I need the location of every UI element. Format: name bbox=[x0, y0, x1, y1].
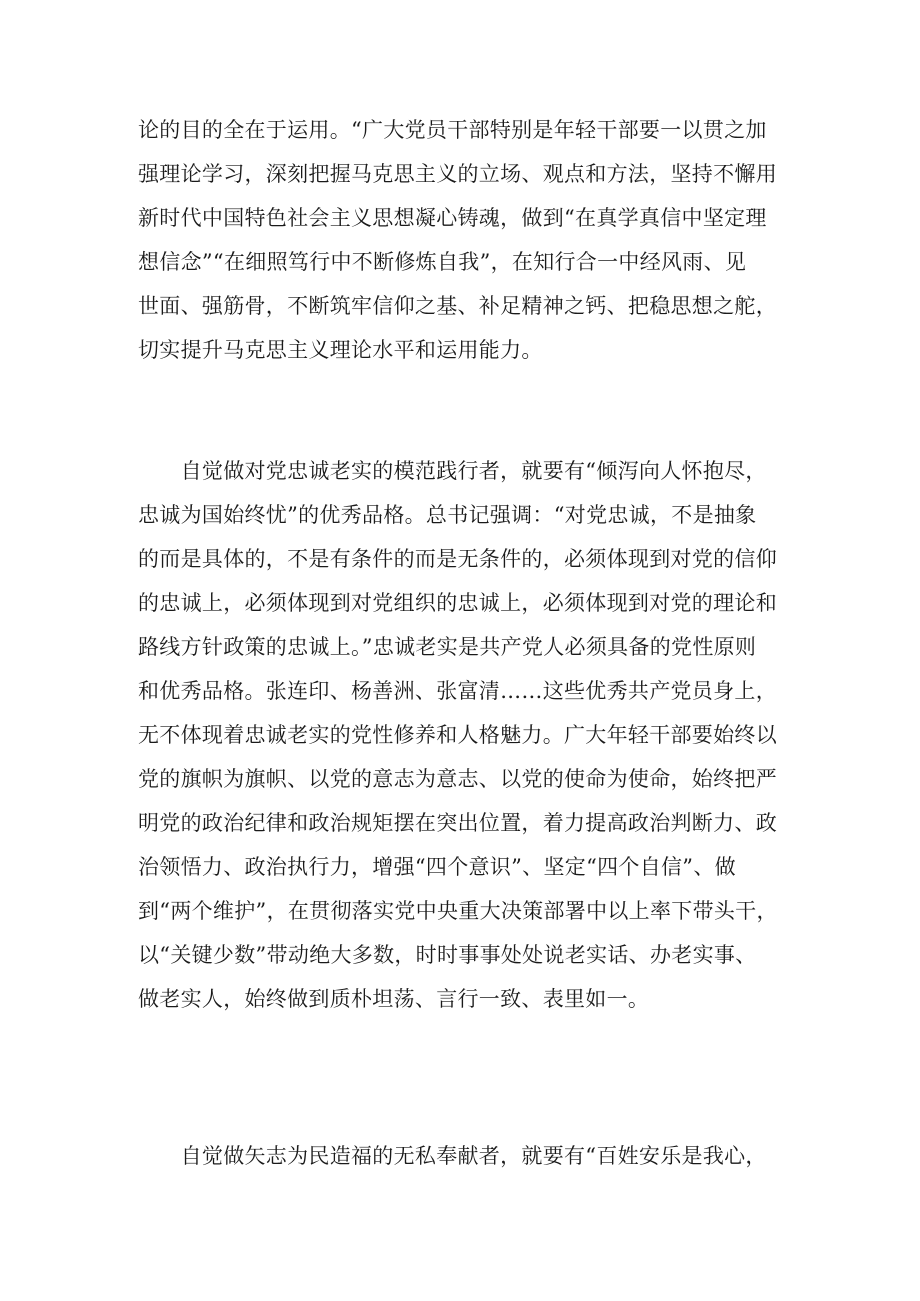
text-line: 论的目的全在于运用。“广大党员干部特别是年轻干部要一以贯之加 bbox=[138, 118, 767, 142]
text-line: 以“关键少数”带动绝大多数，时时事事处处说老实话、办老实事、 bbox=[138, 943, 757, 967]
text-line: 想信念”“在细照笃行中不断修炼自我”，在知行合一中经风雨、见 bbox=[138, 250, 747, 274]
paragraph-loyalty bbox=[138, 449, 802, 1021]
text-line: 到“两个维护”，在贯彻落实党中央重大决策部署中以上率下带头干， bbox=[138, 899, 778, 923]
text-line: 新时代中国特色社会主义思想凝心铸魂，做到“在真学真信中坚定理 bbox=[138, 206, 767, 230]
text-line: 世面、强筋骨，不断筑牢信仰之基、补足精神之钙、把稳思想之舵， bbox=[138, 294, 777, 318]
text-line: 忠诚为国始终忧”的优秀品格。总书记强调：“对党忠诚，不是抽象 bbox=[138, 503, 757, 527]
text-line: 和优秀品格。张连印、杨善洲、张富清……这些优秀共产党员身上， bbox=[138, 679, 777, 703]
text-line: 无不体现着忠诚老实的党性修养和人格魅力。广大年轻干部要始终以 bbox=[138, 723, 777, 747]
text-line: 路线方针政策的忠诚上。”忠诚老实是共产党人必须具备的党性原则 bbox=[138, 635, 757, 659]
text-line: 的忠诚上，必须体现到对党组织的忠诚上，必须体现到对党的理论和 bbox=[138, 591, 777, 615]
paragraph-dedication bbox=[138, 1134, 802, 1178]
text-line: 自觉做对党忠诚老实的模范践行者，就要有“倾泻向人怀抱尽， bbox=[138, 459, 767, 483]
text-line: 强理论学习，深刻把握马克思主义的立场、观点和方法，坚持不懈用 bbox=[138, 162, 777, 186]
text-line: 明党的政治纪律和政治规矩摆在突出位置，着力提高政治判断力、政 bbox=[138, 811, 777, 835]
text-line: 自觉做矢志为民造福的无私奉献者，就要有“百姓安乐是我心， bbox=[138, 1144, 767, 1168]
paragraph-theory-application bbox=[138, 108, 802, 372]
text-line: 党的旗帜为旗帜、以党的意志为意志、以党的使命为使命，始终把严 bbox=[138, 767, 777, 791]
text-line: 治领悟力、政治执行力，增强“四个意识”、坚定“四个自信”、做 bbox=[138, 855, 736, 879]
text-line: 做老实人，始终做到质朴坦荡、言行一致、表里如一。 bbox=[138, 987, 650, 1011]
text-line: 切实提升马克思主义理论水平和运用能力。 bbox=[138, 338, 543, 362]
text-line: 的而是具体的，不是有条件的而是无条件的，必须体现到对党的信仰 bbox=[138, 547, 777, 571]
